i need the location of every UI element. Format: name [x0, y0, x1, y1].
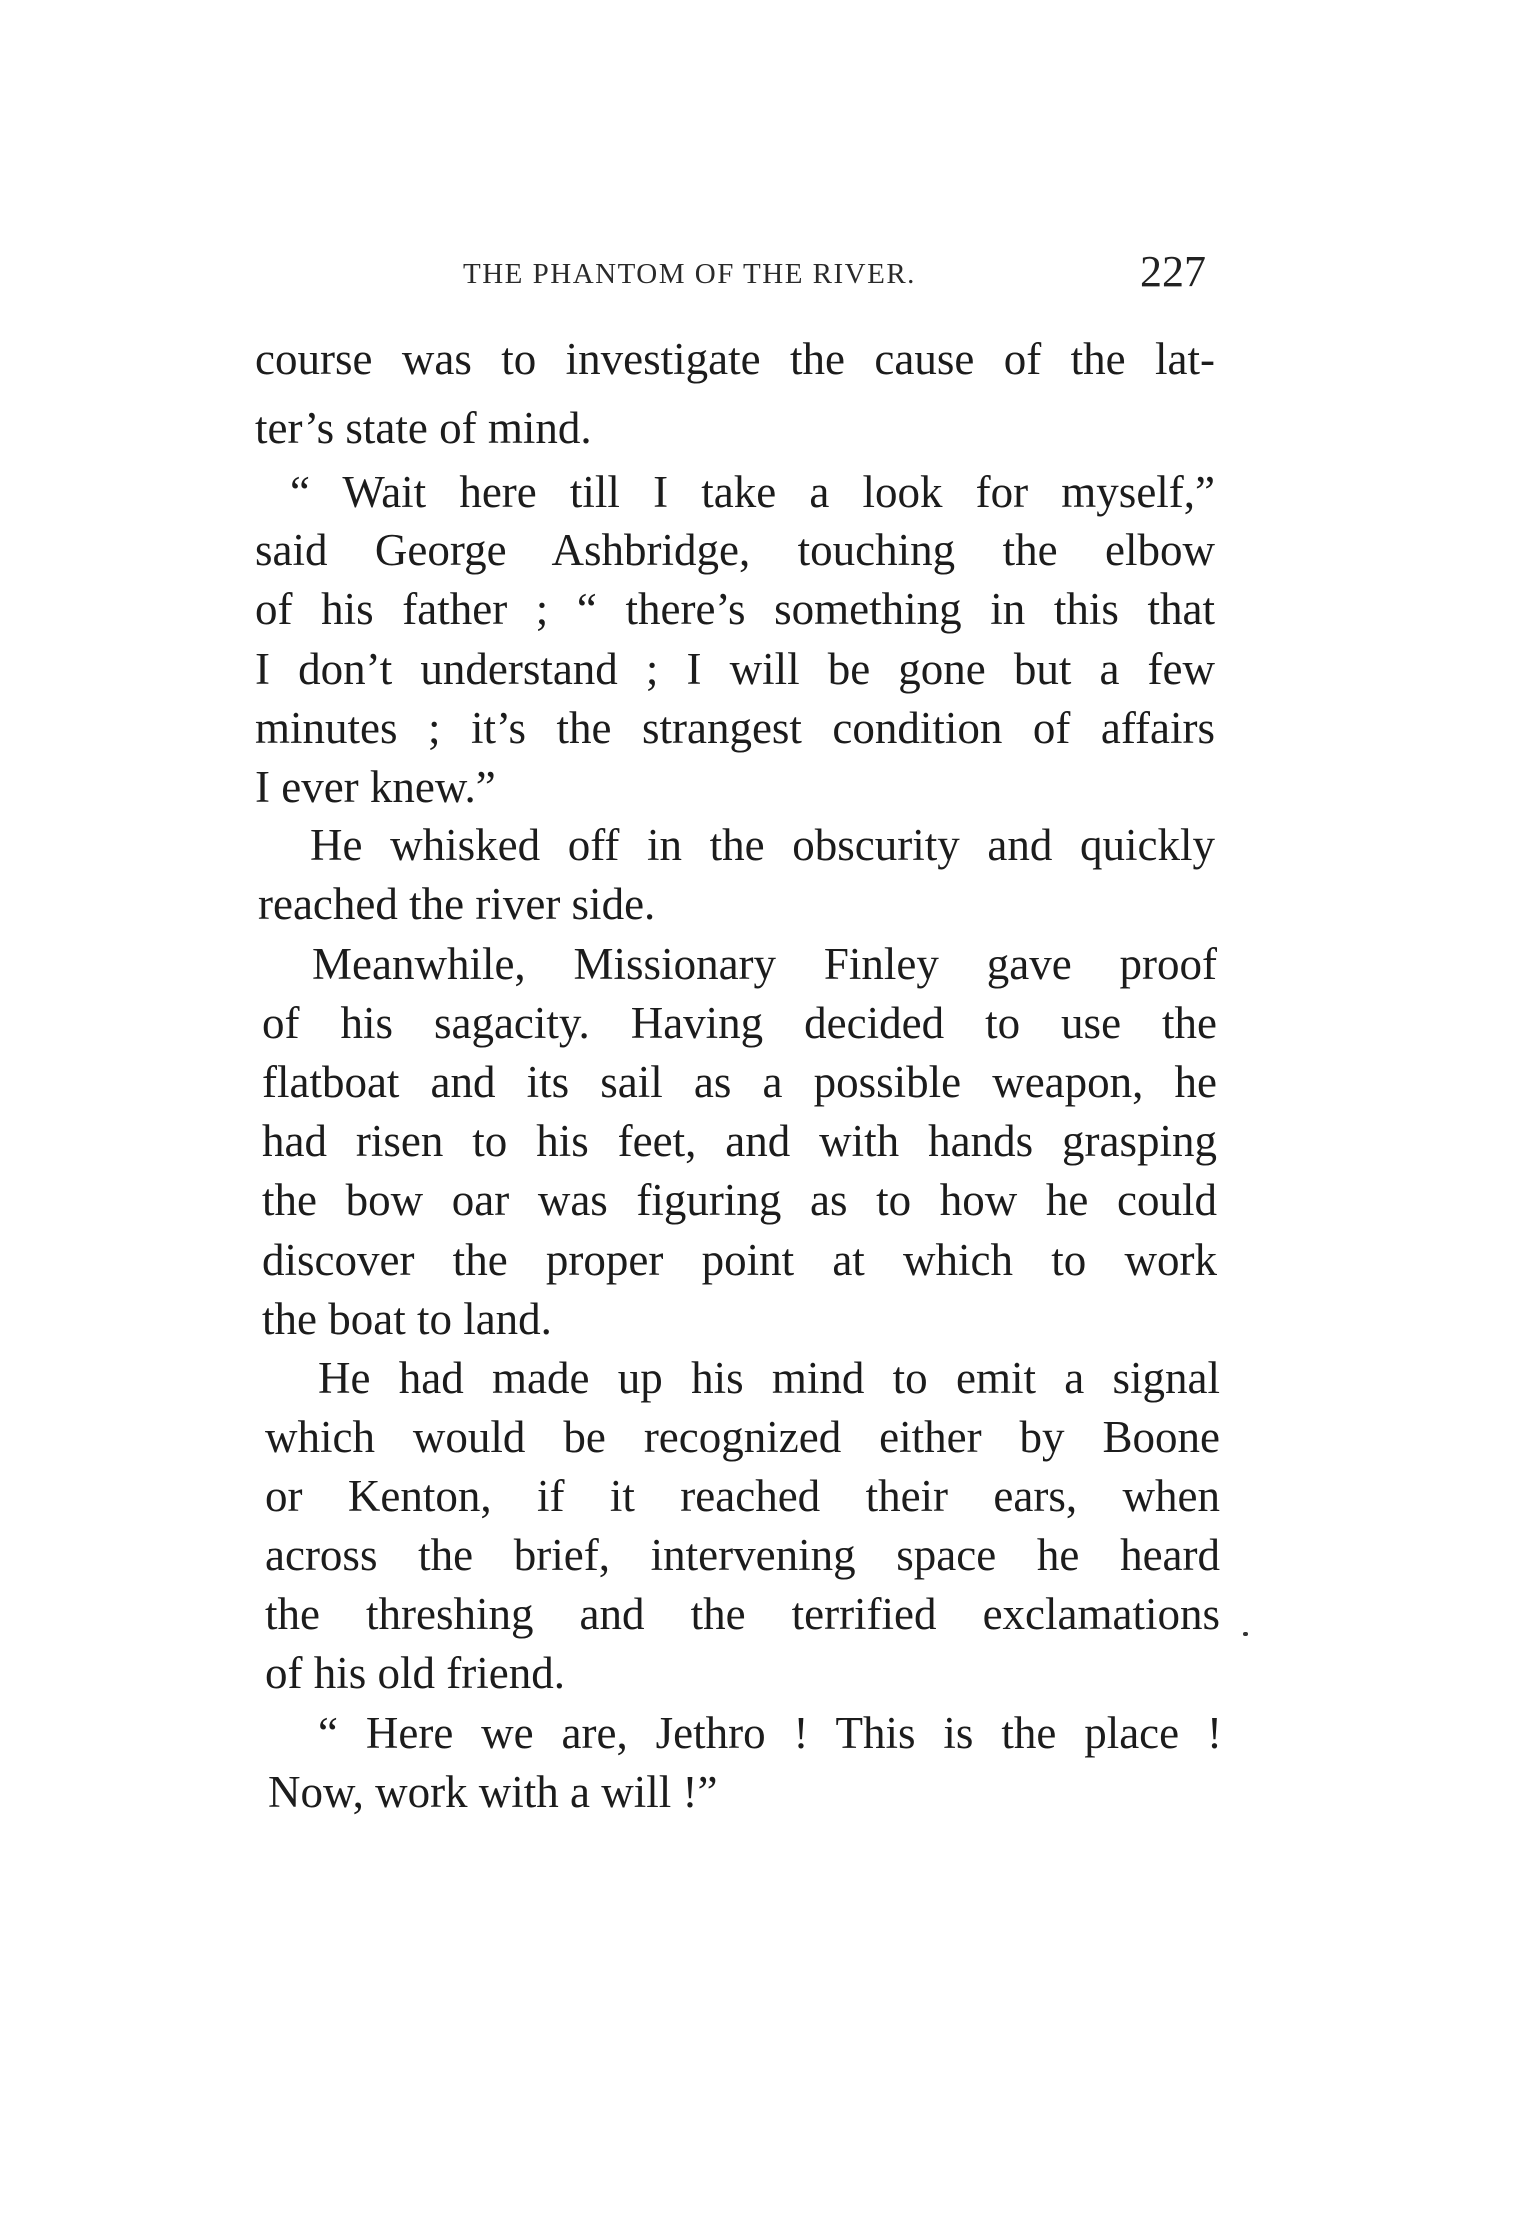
- text-line: I ever knew.”: [255, 762, 496, 812]
- text-line: I don’t understand ; I will be gone but a few: [255, 644, 1215, 694]
- text-line: Now, work with a will !”: [268, 1767, 718, 1817]
- text-line: the threshing and the terrified exclamations: [265, 1589, 1220, 1639]
- text-line: of his father ; “ there’s something in this that: [255, 584, 1215, 634]
- text-line: which would be recognized either by Boone: [265, 1412, 1220, 1462]
- text-line: the bow oar was figuring as to how he could: [262, 1175, 1217, 1225]
- text-line: or Kenton, if it reached their ears, when: [265, 1471, 1220, 1521]
- text-line: had risen to his feet, and with hands grasping: [262, 1116, 1217, 1166]
- text-line: course was to investigate the cause of the lat-: [255, 334, 1215, 384]
- text-line: flatboat and its sail as a possible weapon, he: [262, 1057, 1217, 1107]
- text-line: of his old friend.: [265, 1648, 565, 1698]
- text-line: Meanwhile, Missionary Finley gave proof: [312, 939, 1217, 989]
- text-line: reached the river side.: [258, 879, 656, 929]
- text-line: “ Wait here till I take a look for myself,”: [290, 467, 1215, 517]
- print-speck: [1243, 1632, 1248, 1636]
- text-line: across the brief, intervening space he heard: [265, 1530, 1220, 1580]
- text-line: “ Here we are, Jethro ! This is the place !: [318, 1708, 1222, 1758]
- text-line: minutes ; it’s the strangest condition of affairs: [255, 703, 1215, 753]
- page-number: 227: [1140, 247, 1206, 296]
- text-line: said George Ashbridge, touching the elbow: [255, 525, 1215, 575]
- text-line: He whisked off in the obscurity and quickly: [310, 820, 1215, 870]
- text-line: He had made up his mind to emit a signal: [318, 1353, 1220, 1403]
- text-line: of his sagacity. Having decided to use the: [262, 998, 1217, 1048]
- text-line: the boat to land.: [262, 1294, 552, 1344]
- text-line: discover the proper point at which to work: [262, 1235, 1217, 1285]
- running-title: THE PHANTOM OF THE RIVER.: [463, 258, 916, 290]
- text-line: ter’s state of mind.: [255, 403, 592, 453]
